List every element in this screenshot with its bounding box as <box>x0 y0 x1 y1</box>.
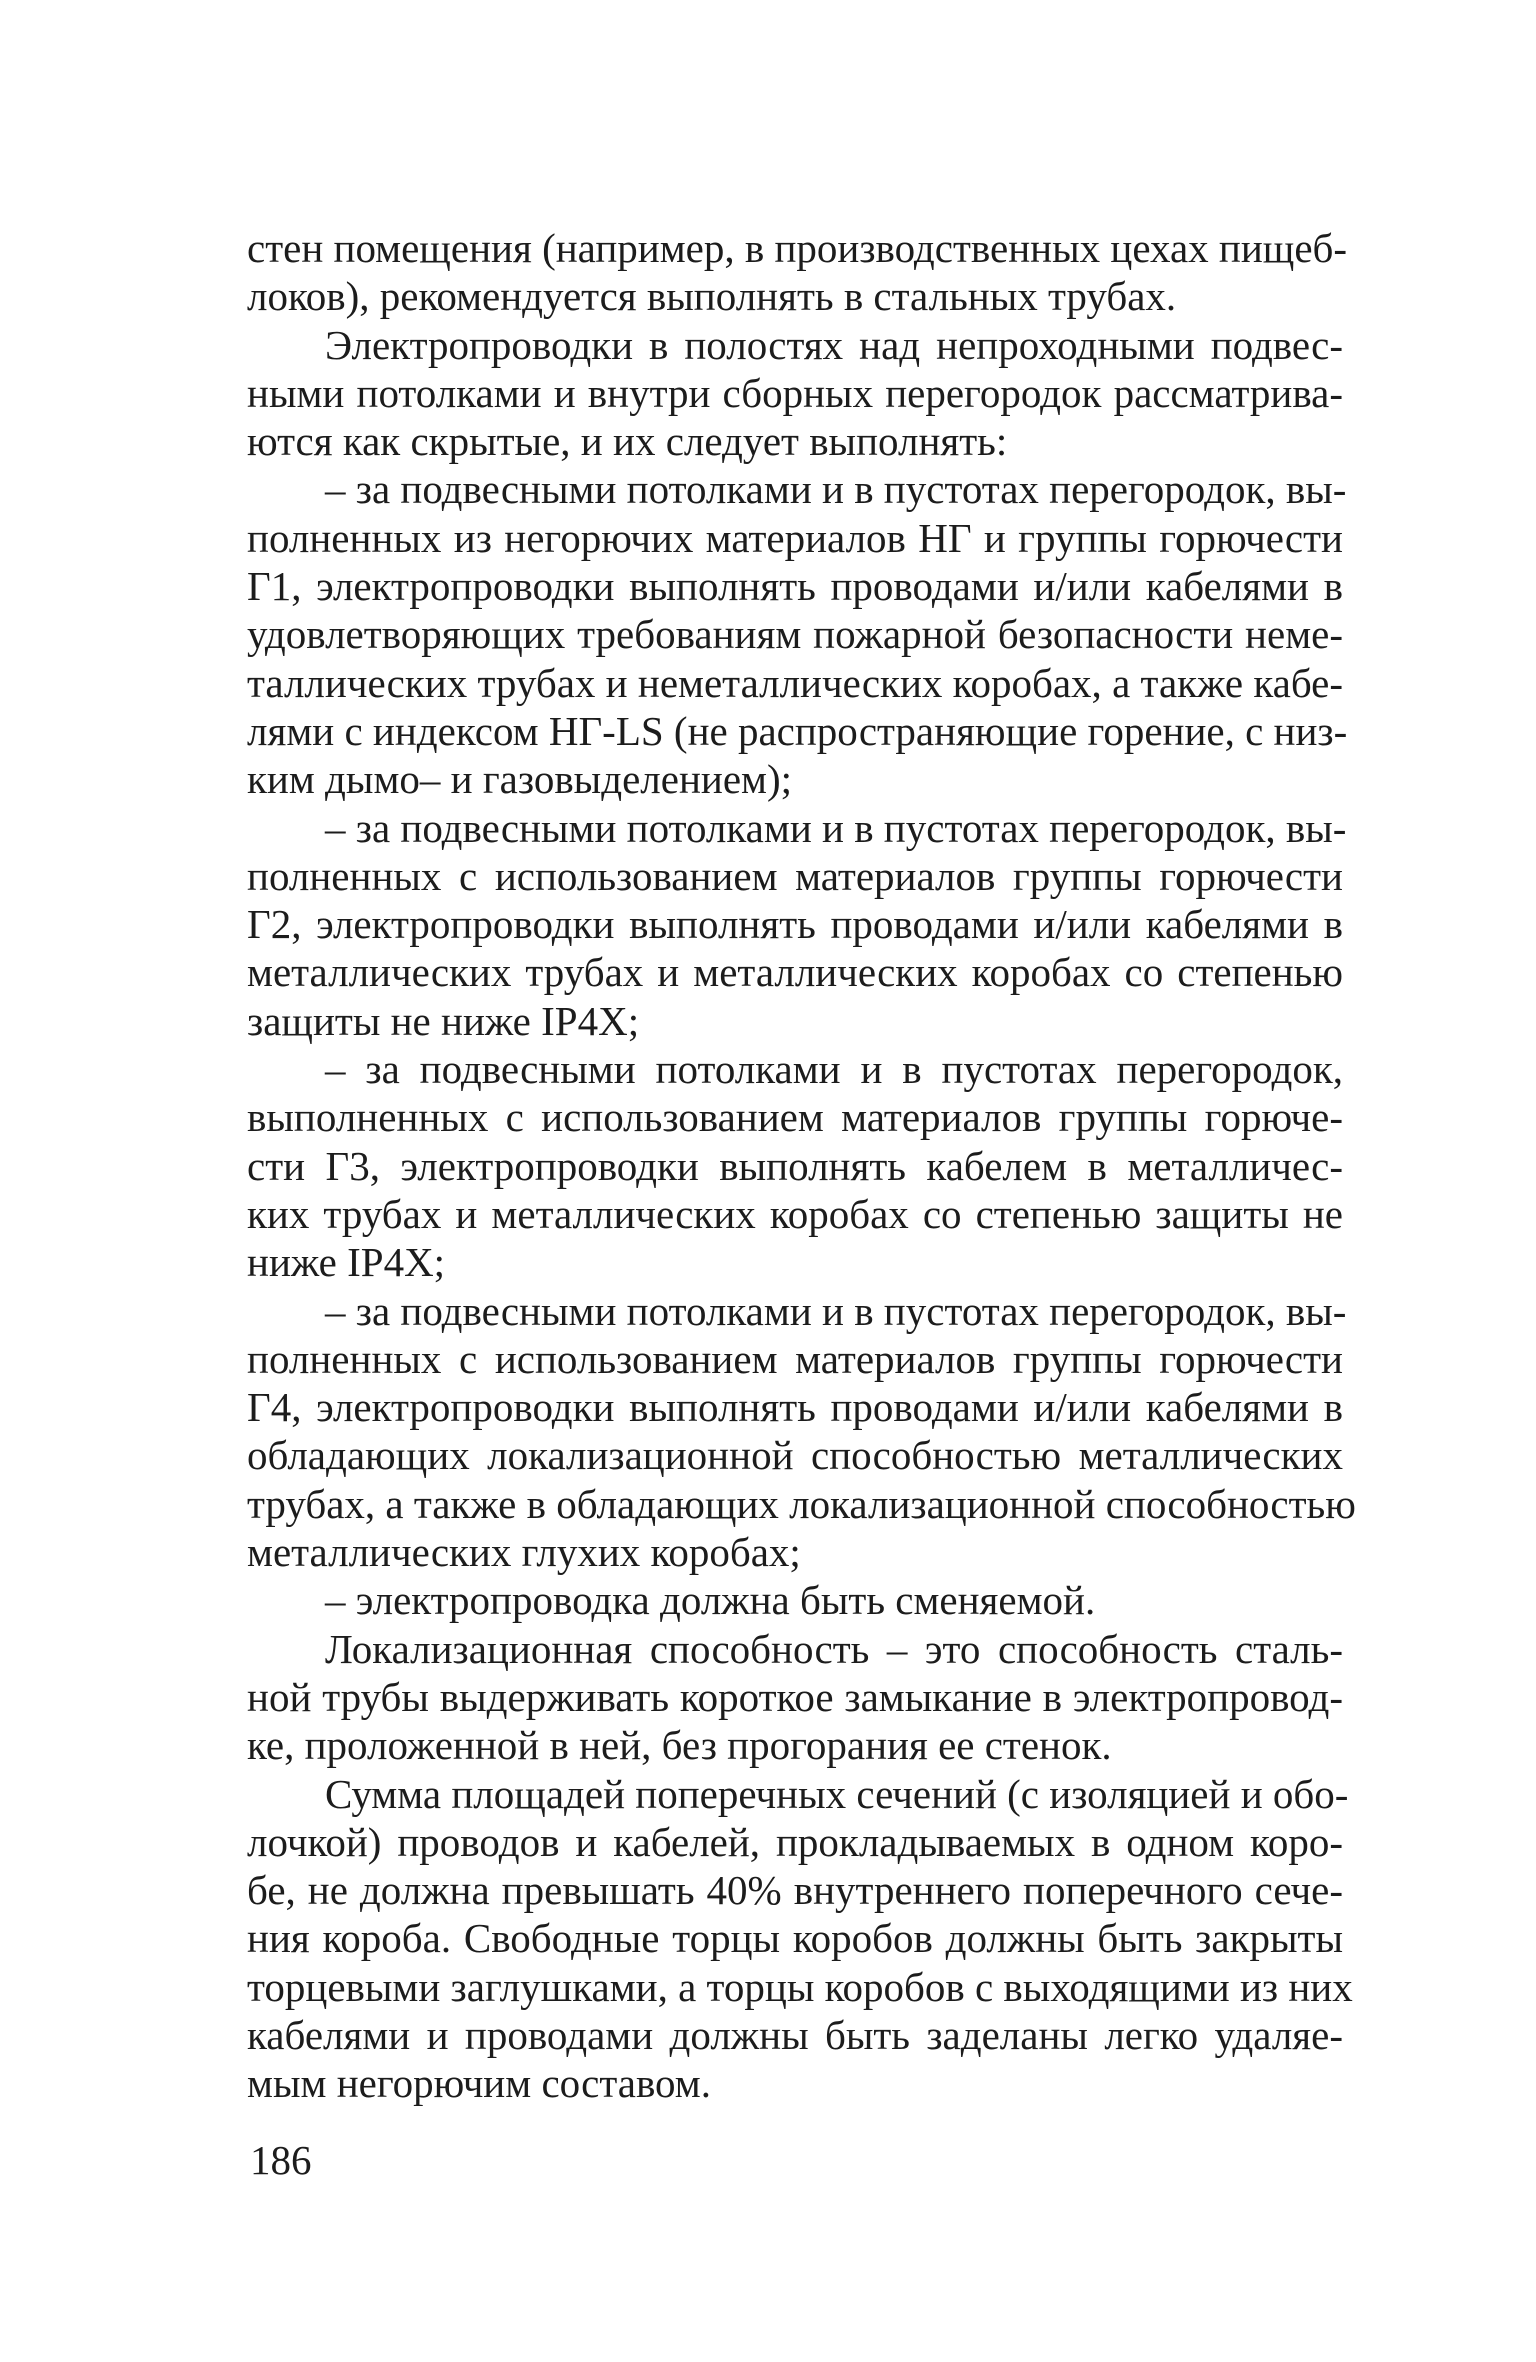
text-line: Локализационная способность – это способность сталь- <box>325 1625 1343 1672</box>
text-line: ке, проложенной в ней, без прогорания ее стенок. <box>247 1722 1112 1769</box>
text-line: защиты не ниже IP4X; <box>247 997 640 1044</box>
text-line: ких трубах и металлических коробах со степенью защиты не <box>247 1190 1343 1237</box>
text-line: Г2, электропроводки выполнять проводами и/или кабелями в <box>247 901 1343 948</box>
text-line: обладающих локализационной способностью металлических <box>247 1432 1343 1479</box>
text-line: металлических трубах и металлических коробах со степенью <box>247 949 1343 996</box>
text-line: торцевыми заглушками, а торцы коробов с выходящими из них <box>247 1963 1353 2010</box>
text-line: стен помещения (например, в производственных цехах пищеб- <box>247 225 1348 271</box>
text-line: – за подвесными потолками и в пустотах перегородок, вы- <box>325 466 1347 513</box>
text-line: ются как скрытые, и их следует выполнять: <box>247 418 1008 465</box>
text-line: ной трубы выдерживать короткое замыкание в электропровод- <box>247 1673 1343 1720</box>
text-line: кабелями и проводами должны быть заделаны легко удаляе- <box>247 2011 1343 2058</box>
text-line: лями с индексом НГ-LS (не распространяющие горение, с низ- <box>247 707 1348 754</box>
text-line: Электропроводки в полостях над непроходными подвес- <box>325 321 1343 368</box>
text-line: полненных из негорючих материалов НГ и группы горючести <box>247 514 1343 561</box>
text-line: ниже IP4X; <box>247 1239 446 1286</box>
text-line: – за подвесными потолками и в пустотах перегородок, вы- <box>325 804 1347 851</box>
text-line: Г1, электропроводки выполнять проводами и/или кабелями в <box>247 563 1343 610</box>
text-line: полненных с использованием материалов группы горючести <box>247 852 1343 899</box>
text-line: мым негорючим составом. <box>247 2060 711 2107</box>
text-line: выполненных с использованием материалов группы горюче- <box>247 1094 1343 1141</box>
text-line: Сумма площадей поперечных сечений (с изоляцией и обо- <box>325 1770 1349 1817</box>
text-line: локов), рекомендуется выполнять в стальных трубах. <box>247 273 1177 320</box>
text-line: трубах, а также в обладающих локализационной способностью <box>247 1480 1356 1527</box>
text-line: ния короба. Свободные торцы коробов должны быть закрыты <box>247 1915 1343 1962</box>
text-line: – электропроводка должна быть сменяемой. <box>325 1577 1096 1624</box>
page-number: 186 <box>250 2137 312 2183</box>
text-line: ными потолками и внутри сборных перегородок рассматрива- <box>247 369 1343 416</box>
text-line: лочкой) проводов и кабелей, прокладываемых в одном коро- <box>247 1818 1343 1865</box>
text-line: ким дымо– и газовыделением); <box>247 756 793 803</box>
text-line: полненных с использованием материалов группы горючести <box>247 1335 1343 1382</box>
body-text <box>247 224 1356 2108</box>
text-line: Г4, электропроводки выполнять проводами и/или кабелями в <box>247 1384 1343 1431</box>
text-line: – за подвесными потолками и в пустотах перегородок, <box>325 1046 1343 1093</box>
text-line: таллических трубах и неметаллических коробах, а также кабе- <box>247 659 1343 706</box>
text-line: бе, не должна превышать 40% внутреннего поперечного сече- <box>247 1867 1343 1914</box>
text-line: металлических глухих коробах; <box>247 1529 801 1576</box>
text-line: сти Г3, электропроводки выполнять кабелем в металличес- <box>247 1142 1343 1189</box>
text-line: – за подвесными потолками и в пустотах перегородок, вы- <box>325 1287 1347 1334</box>
text-line: удовлетворяющих требованиям пожарной безопасности неме- <box>247 611 1343 658</box>
